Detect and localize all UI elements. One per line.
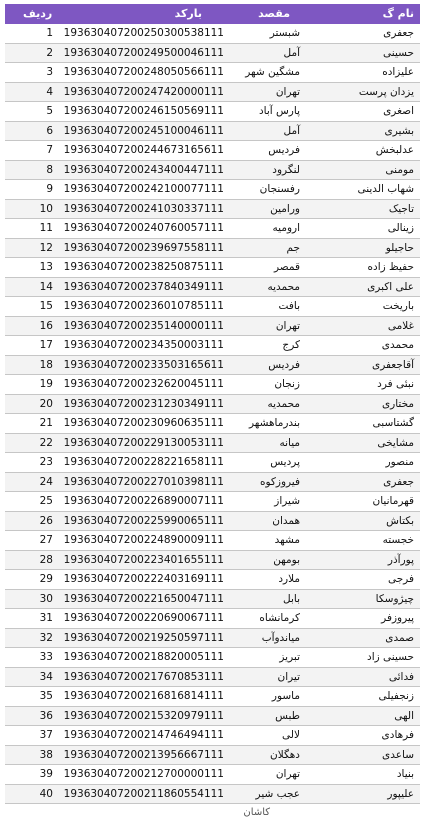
cell-barcode: 193630407200233503165611 xyxy=(63,358,224,371)
table-row xyxy=(5,395,420,415)
cell-destination: بندرماهشهر xyxy=(248,417,300,429)
cell-destination: تهران xyxy=(275,85,300,98)
cell-row-number: 2 xyxy=(46,46,53,59)
cell-barcode: 193630407200250300538111 xyxy=(63,27,224,39)
cell-name: علیزاده xyxy=(382,66,414,78)
cell-barcode: 193630407200219250597111 xyxy=(63,631,224,644)
cell-destination: ورامین xyxy=(270,202,300,215)
table-row xyxy=(5,83,420,103)
cell-barcode: 193630407200220690067111 xyxy=(63,612,224,624)
table-row xyxy=(5,668,420,688)
cell-barcode: 193630407200241030337111 xyxy=(63,202,224,215)
cell-barcode: 193630407200246150569111 xyxy=(63,105,224,117)
table-row xyxy=(5,629,420,649)
table-row xyxy=(5,531,420,551)
table-row xyxy=(5,473,420,493)
shipment-table xyxy=(5,4,420,818)
cell-destination: بابل xyxy=(283,592,300,605)
table-row xyxy=(5,551,420,571)
cell-destination: تیران xyxy=(277,670,300,683)
cell-row-number: 24 xyxy=(39,475,53,488)
cell-barcode: 193630407200244673165611 xyxy=(63,144,224,156)
cell-barcode: 193630407200229130053111 xyxy=(63,436,224,449)
cell-barcode: 193630407200217670853111 xyxy=(63,670,224,683)
cell-name: عدلبخش xyxy=(375,144,414,156)
partial-row-text: کاشان xyxy=(243,807,270,818)
cell-row-number: 25 xyxy=(39,495,53,507)
table-row xyxy=(5,161,420,181)
cell-barcode: 193630407200212700000111 xyxy=(63,768,224,780)
cell-name: پورآذر xyxy=(387,553,414,566)
cell-barcode: 193630407200242100077111 xyxy=(63,183,224,195)
header-row: ردیف xyxy=(23,7,53,20)
cell-destination: فیروزکوه xyxy=(259,475,300,488)
cell-name: مشایخی xyxy=(377,436,414,449)
table-row xyxy=(5,648,420,668)
cell-name: جعفری xyxy=(383,475,414,488)
cell-barcode: 193630407200247420000111 xyxy=(63,85,224,98)
cell-row-number: 8 xyxy=(46,163,53,176)
cell-barcode: 193630407200232620045111 xyxy=(63,378,224,390)
cell-destination: ماسور xyxy=(271,690,300,702)
table-row xyxy=(5,278,420,298)
cell-name: قهرمانیان xyxy=(372,495,414,507)
cell-name: تاجیک xyxy=(388,202,414,215)
cell-destination: طبس xyxy=(275,709,300,722)
header-destination: مقصد xyxy=(258,7,290,20)
cell-destination: دهگلان xyxy=(270,748,300,761)
cell-row-number: 6 xyxy=(46,124,53,137)
table-row xyxy=(5,375,420,395)
cell-name: محمدی xyxy=(381,339,414,351)
cell-row-number: 9 xyxy=(46,183,53,195)
cell-destination: تهران xyxy=(275,768,300,780)
table-row xyxy=(5,141,420,161)
cell-row-number: 14 xyxy=(39,280,53,293)
cell-row-number: 29 xyxy=(39,573,53,585)
table-body xyxy=(5,24,420,804)
cell-row-number: 31 xyxy=(39,612,53,624)
cell-destination: رفسنجان xyxy=(259,183,300,195)
table-row xyxy=(5,414,420,434)
table-row xyxy=(5,570,420,590)
cell-barcode: 193630407200238250875111 xyxy=(63,261,224,273)
table-row xyxy=(5,356,420,376)
cell-name: نبئی فرد xyxy=(377,378,414,390)
cell-name: بکتاش xyxy=(386,514,414,527)
cell-destination: کرمانشاه xyxy=(259,612,300,624)
cell-destination: عجب شیر xyxy=(255,787,300,800)
table-row xyxy=(5,24,420,44)
table-row xyxy=(5,453,420,473)
cell-name: مومنی xyxy=(385,163,414,176)
table-row xyxy=(5,765,420,785)
cell-destination: کرج xyxy=(282,339,300,351)
cell-destination: ارومیه xyxy=(272,222,300,234)
cell-barcode: 193630407200215320979111 xyxy=(63,709,224,722)
table-row xyxy=(5,122,420,142)
table-row xyxy=(5,44,420,64)
cell-barcode: 193630407200243400447111 xyxy=(63,163,224,176)
cell-destination: بومهن xyxy=(273,553,300,566)
table-header xyxy=(5,4,420,24)
cell-destination: محمدیه xyxy=(267,397,300,410)
cell-name: شهاب الدینی xyxy=(357,183,414,195)
cell-name: بنیاد xyxy=(396,768,414,780)
cell-row-number: 10 xyxy=(39,202,53,215)
table-row xyxy=(5,609,420,629)
cell-barcode: 193630407200223401655111 xyxy=(63,553,224,566)
cell-barcode: 193630407200249500046111 xyxy=(63,46,224,59)
table-row xyxy=(5,434,420,454)
cell-destination: همدان xyxy=(272,514,300,527)
cell-row-number: 19 xyxy=(39,378,53,390)
cell-destination: جم xyxy=(286,241,300,254)
header-barcode: بارکد xyxy=(174,7,202,20)
cell-destination: شبستر xyxy=(269,27,300,39)
cell-destination: میاندوآب xyxy=(261,631,300,644)
table-row xyxy=(5,687,420,707)
cell-row-number: 15 xyxy=(39,300,53,312)
cell-name: خجسته xyxy=(382,534,414,546)
cell-barcode: 193630407200248050566111 xyxy=(63,66,224,78)
cell-row-number: 28 xyxy=(39,553,53,566)
cell-barcode: 193630407200237840349111 xyxy=(63,280,224,293)
cell-destination: فردیس xyxy=(268,358,300,371)
cell-name: فرجی xyxy=(387,573,414,585)
cell-row-number: 1 xyxy=(46,27,53,39)
cell-name: صمدی xyxy=(385,631,414,644)
cell-barcode: 193630407200214746494111 xyxy=(63,729,224,741)
cell-name: الهی xyxy=(394,709,414,722)
cell-barcode: 193630407200216816814111 xyxy=(63,690,224,702)
cell-destination: لالی xyxy=(282,729,300,741)
cell-name: باریخت xyxy=(382,300,414,312)
partial-row xyxy=(5,804,420,824)
cell-barcode: 193630407200221650047111 xyxy=(63,592,224,605)
cell-name: گشتاسبی xyxy=(372,417,414,429)
cell-destination: مشهد xyxy=(274,534,300,546)
cell-name: غلامی xyxy=(387,319,414,332)
table-row xyxy=(5,180,420,200)
cell-barcode: 193630407200227010398111 xyxy=(63,475,224,488)
cell-row-number: 27 xyxy=(39,534,53,546)
cell-name: علی اکبری xyxy=(367,280,414,293)
table-row xyxy=(5,590,420,610)
cell-name: اصغری xyxy=(383,105,414,117)
cell-destination: فردیس xyxy=(268,144,300,156)
cell-row-number: 39 xyxy=(39,768,53,780)
cell-name: حسینی زاد xyxy=(367,651,414,663)
cell-row-number: 13 xyxy=(39,261,53,273)
cell-row-number: 36 xyxy=(39,709,53,722)
cell-destination: پردیس xyxy=(270,456,300,468)
cell-row-number: 18 xyxy=(39,358,53,371)
table-row xyxy=(5,219,420,239)
cell-destination: بافت xyxy=(278,300,300,312)
cell-destination: آمل xyxy=(283,124,300,137)
table-row xyxy=(5,492,420,512)
cell-name: منصور xyxy=(385,456,414,468)
cell-row-number: 32 xyxy=(39,631,53,644)
table-row xyxy=(5,239,420,259)
cell-barcode: 193630407200236010785111 xyxy=(63,300,224,312)
cell-name: جعفری xyxy=(383,27,414,39)
cell-destination: زنجان xyxy=(274,378,300,390)
table-row xyxy=(5,336,420,356)
cell-row-number: 7 xyxy=(46,144,53,156)
cell-name: مختاری xyxy=(381,397,414,410)
cell-name: زینالی xyxy=(387,222,414,234)
cell-row-number: 23 xyxy=(39,456,53,468)
cell-name: فدائی xyxy=(388,670,414,683)
table-row xyxy=(5,317,420,337)
cell-barcode: 193630407200218820005111 xyxy=(63,651,224,663)
cell-barcode: 193630407200239697558111 xyxy=(63,241,224,254)
cell-barcode: 193630407200234350003111 xyxy=(63,339,224,351)
cell-destination: قمصر xyxy=(274,261,300,273)
cell-name: یزدان پرست xyxy=(358,85,414,98)
table-row xyxy=(5,102,420,122)
cell-barcode: 193630407200211860554111 xyxy=(63,787,224,800)
cell-row-number: 4 xyxy=(46,85,53,98)
cell-barcode: 193630407200240760057111 xyxy=(63,222,224,234)
cell-row-number: 21 xyxy=(39,417,53,429)
cell-destination: تهران xyxy=(275,319,300,332)
cell-barcode: 193630407200226890007111 xyxy=(63,495,224,507)
table-row xyxy=(5,785,420,805)
cell-name: ساعدی xyxy=(382,748,414,761)
cell-row-number: 16 xyxy=(39,319,53,332)
table-row xyxy=(5,200,420,220)
table-row xyxy=(5,297,420,317)
cell-name: حفیظ زاده xyxy=(367,261,414,273)
cell-barcode: 193630407200224890009111 xyxy=(63,534,224,546)
table-row xyxy=(5,63,420,83)
cell-name: آقاجعفری xyxy=(371,358,414,371)
cell-name: بشیری xyxy=(384,124,414,137)
header-name: نام گ xyxy=(382,7,414,20)
cell-barcode: 193630407200222403169111 xyxy=(63,573,224,585)
cell-row-number: 38 xyxy=(39,748,53,761)
cell-name: چیژوسکا xyxy=(375,592,414,605)
cell-barcode: 193630407200228221658111 xyxy=(63,456,224,468)
cell-barcode: 193630407200225990065111 xyxy=(63,514,224,527)
cell-name: پیروزفر xyxy=(381,612,414,624)
cell-barcode: 193630407200230960635111 xyxy=(63,417,224,429)
table-row xyxy=(5,512,420,532)
cell-destination: تبریز xyxy=(279,651,300,663)
cell-destination: لنگرود xyxy=(272,163,300,176)
cell-destination: آمل xyxy=(283,46,300,59)
cell-row-number: 35 xyxy=(39,690,53,702)
cell-destination: پارس آباد xyxy=(258,105,300,117)
cell-destination: محمدیه xyxy=(267,280,300,293)
table-row xyxy=(5,258,420,278)
cell-destination: ملارد xyxy=(278,573,300,585)
cell-destination: میانه xyxy=(279,436,300,449)
cell-row-number: 26 xyxy=(39,514,53,527)
cell-barcode: 193630407200235140000111 xyxy=(63,319,224,332)
cell-row-number: 11 xyxy=(39,222,53,234)
cell-row-number: 3 xyxy=(46,66,53,78)
cell-row-number: 34 xyxy=(39,670,53,683)
cell-barcode: 193630407200245100046111 xyxy=(63,124,224,137)
cell-row-number: 33 xyxy=(39,651,53,663)
cell-name: زنجفیلی xyxy=(378,690,414,702)
cell-destination: مشگین شهر xyxy=(245,66,300,78)
cell-name: حاجیلو xyxy=(385,241,414,254)
cell-name: حسینی xyxy=(383,46,414,59)
cell-row-number: 17 xyxy=(39,339,53,351)
cell-row-number: 22 xyxy=(39,436,53,449)
table-row xyxy=(5,707,420,727)
cell-name: علیپور xyxy=(387,787,414,800)
cell-barcode: 193630407200213956667111 xyxy=(63,748,224,761)
cell-name: فرهادی xyxy=(381,729,414,741)
cell-row-number: 30 xyxy=(39,592,53,605)
cell-row-number: 20 xyxy=(39,397,53,410)
cell-row-number: 5 xyxy=(46,105,53,117)
table-row xyxy=(5,746,420,766)
cell-destination: شیراز xyxy=(274,495,300,507)
cell-row-number: 37 xyxy=(39,729,53,741)
cell-barcode: 193630407200231230349111 xyxy=(63,397,224,410)
cell-row-number: 12 xyxy=(39,241,53,254)
cell-row-number: 40 xyxy=(39,787,53,800)
table-row xyxy=(5,726,420,746)
